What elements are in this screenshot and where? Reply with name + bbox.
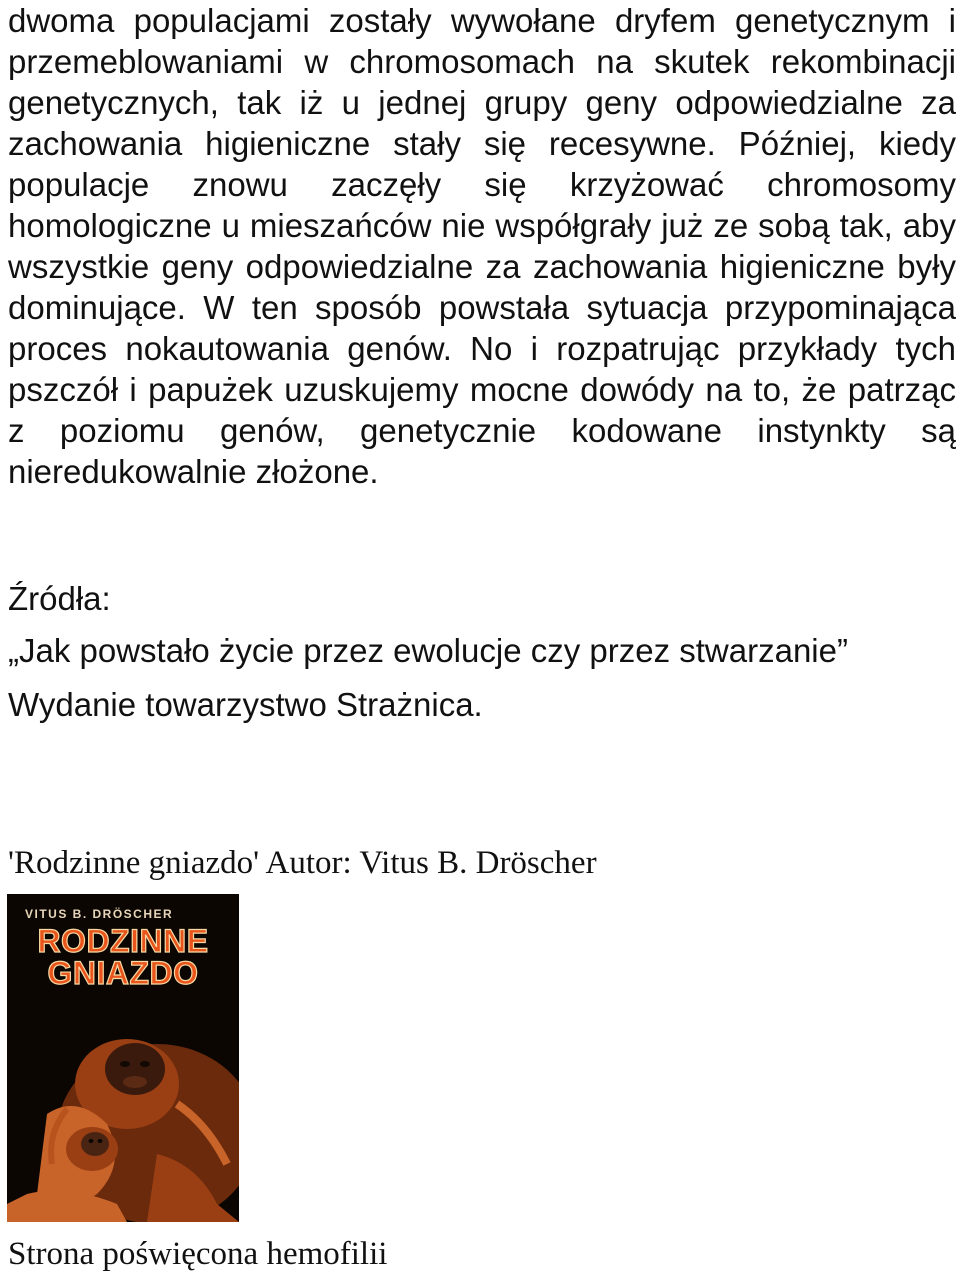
source-book-title: „Jak powstało życie przez ewolucje czy przez stwarzanie” xyxy=(8,632,848,669)
source-publisher: Wydanie towarzystwo Strażnica. xyxy=(8,686,483,723)
sources-heading: Źródła: xyxy=(8,580,111,617)
cover-author: VITUS B. DRÖSCHER xyxy=(25,907,174,921)
cover-title-line2: GNIAZDO xyxy=(47,955,199,991)
website-link[interactable]: Strona poświęcona hemofilii xyxy=(8,1236,388,1272)
book-cover-illustration xyxy=(7,894,239,1222)
book-cover-image xyxy=(7,894,239,1222)
cover-title-line1: RODZINNE xyxy=(37,923,209,959)
article-paragraph: dwoma populacjami zostały wywołane dryfem genetycznym i przemeblowaniami w chromosomach na skutek rekombinacji genetycznych, tak iż u jednej grupy geny odpowiedzialne za zachowania higieniczne stały się recesywne. Później, kiedy populacje znowu zaczęły się krzyżować chromosomy homologiczne u mieszańców nie współgrały już ze sobą tak, aby wszystkie geny odpowiedzialne za zachowania higieniczne były dominujące. W ten sposób powstała sytuacja przypominająca proces nokautowania genów. No i rozpatrując przykłady tych pszczół i papużek uzuskujemy mocne dowódy na to, że patrząc z poziomu genów, genetycznie kodowane instynkty są nieredukowalnie złożone. xyxy=(8,2,956,490)
book-caption: 'Rodzinne gniazdo' Autor: Vitus B. Dröscher xyxy=(8,845,597,881)
